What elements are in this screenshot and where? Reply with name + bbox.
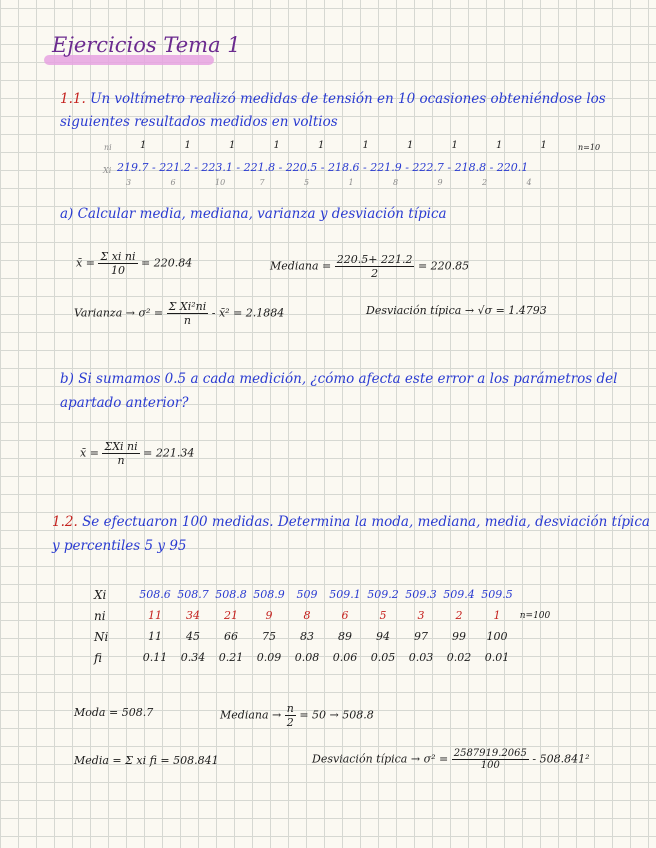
table-row xyxy=(94,605,554,626)
table-cell: 508.6 xyxy=(139,588,171,601)
n-total: n=10 xyxy=(578,143,601,152)
row-extra: n=100 xyxy=(519,610,551,621)
table-cell: 508.9 xyxy=(253,588,285,601)
part-b-statement-2: apartado anterior? xyxy=(60,395,189,411)
mediana-formula xyxy=(270,253,469,280)
ni-mark: 1 xyxy=(362,140,369,151)
b-media-numerator: ΣXi ni xyxy=(104,440,138,453)
table-cell: 45 xyxy=(186,630,200,643)
table-cell: 94 xyxy=(376,630,390,643)
exercise-1-2-statement-1: Se efectuaron 100 medidas. Determina la moda, mediana, media, desviación típica xyxy=(82,514,650,530)
mediana-denominator: 2 xyxy=(371,267,379,280)
ni-mark: 1 xyxy=(451,140,458,151)
order-mark: 7 xyxy=(259,178,265,187)
desviacion-12-formula xyxy=(312,748,590,771)
table-cell: 509.3 xyxy=(405,588,437,601)
moda-formula: Moda = 508.7 xyxy=(74,706,154,719)
ni-mark: 1 xyxy=(496,140,503,151)
desviacion-formula xyxy=(366,304,547,317)
varianza-label: Varianza → xyxy=(74,306,135,320)
table-cell: 509 xyxy=(296,588,318,601)
table-cell: 0.05 xyxy=(370,651,396,664)
table-cell: 6 xyxy=(341,609,349,622)
mediana-12-fraction xyxy=(285,702,296,729)
table-cell: 509.5 xyxy=(481,588,513,601)
row-header: Ni xyxy=(94,629,109,644)
part-b-statement-1: b) Si sumamos 0.5 a cada medición, ¿cómo afecta este error a los parámetros del xyxy=(60,371,618,387)
table-cell: 75 xyxy=(262,630,276,643)
varianza-lhs: σ² = xyxy=(138,306,164,320)
ni-label: ni xyxy=(104,143,112,152)
mediana-12-numerator: n xyxy=(286,702,294,715)
media-12-formula: Media = Σ xi fi = 508.841 xyxy=(74,754,219,767)
ni-mark: 1 xyxy=(540,140,547,151)
exercise-1-1-statement-2: siguientes resultados medidos en voltios xyxy=(60,114,338,130)
desviacion-12-fraction xyxy=(452,748,529,771)
ni-mark: 1 xyxy=(318,140,325,151)
mediana-fraction xyxy=(335,253,415,280)
table-cell: 9 xyxy=(265,609,273,622)
table-cell: 83 xyxy=(300,630,314,643)
mediana-12-formula xyxy=(220,702,374,729)
desviacion-12-numerator: 2587919.2065 xyxy=(453,748,527,759)
exercise-1-2-statement-2: y percentiles 5 y 95 xyxy=(52,538,187,554)
mediana-numerator: 220.5+ 221.2 xyxy=(336,253,413,266)
ni-mark: 1 xyxy=(273,140,280,151)
table-cell: 0.34 xyxy=(180,651,206,664)
varianza-denominator: n xyxy=(183,314,191,327)
mediana-12-value: = 50 → 508.8 xyxy=(299,708,374,722)
mediana-12-label: Mediana → xyxy=(220,708,282,722)
b-media-fraction xyxy=(102,440,139,467)
varianza-value: - x̄² = 2.1884 xyxy=(211,306,285,320)
table-cell: 34 xyxy=(186,609,200,622)
table-row xyxy=(94,584,554,605)
table-cell: 509.2 xyxy=(367,588,399,601)
table-cell: 508.7 xyxy=(177,588,209,601)
part-a-statement: a) Calcular media, mediana, varianza y desviación típica xyxy=(60,206,447,222)
varianza-fraction xyxy=(167,300,209,327)
desviacion-12-label: Desviación típica → xyxy=(312,752,421,766)
desviacion-12-denominator: 100 xyxy=(480,760,500,771)
order-mark: 5 xyxy=(304,178,310,187)
ni-mark: 1 xyxy=(229,140,236,151)
row-extra xyxy=(516,584,554,605)
table-cell: 21 xyxy=(224,609,238,622)
mediana-label: Mediana = xyxy=(270,259,332,273)
desviacion-label: Desviación típica → xyxy=(366,304,475,317)
order-mark: 2 xyxy=(482,178,488,187)
table-cell: 2 xyxy=(455,609,463,622)
desviacion-12-tail: - 508.841² xyxy=(532,752,590,766)
b-media-denominator: n xyxy=(117,454,125,467)
order-mark: 4 xyxy=(526,178,532,187)
table-cell: 3 xyxy=(417,609,425,622)
varianza-numerator: Σ Xi²ni xyxy=(168,300,207,313)
exercise-1-2-line1 xyxy=(52,514,650,530)
exercise-1-1-statement-1: Un voltímetro realizó medidas de tensión en 10 ocasiones obteniéndose los xyxy=(90,91,606,107)
table-cell: 100 xyxy=(486,630,508,643)
b-media-lhs: x̄ = xyxy=(80,446,99,460)
table-cell: 509.1 xyxy=(329,588,361,601)
ni-mark: 1 xyxy=(407,140,414,151)
row-header: fi xyxy=(94,650,103,665)
media-denominator: 10 xyxy=(110,264,125,277)
page-title: Ejercicios Tema 1 xyxy=(52,33,241,57)
table-cell: 8 xyxy=(303,609,311,622)
table-cell: 0.09 xyxy=(256,651,282,664)
media-numerator: Σ xi ni xyxy=(100,250,136,263)
table-cell: 11 xyxy=(148,609,162,622)
row-extra xyxy=(516,626,554,647)
xi-label: Xi xyxy=(103,166,112,175)
table-cell: 99 xyxy=(452,630,466,643)
ni-mark: 1 xyxy=(140,140,147,151)
b-media-formula xyxy=(80,440,194,467)
exercise-1-1-line1 xyxy=(60,91,606,107)
order-mark: 3 xyxy=(126,178,132,187)
xi-values-line: 219.7 - 221.2 - 223.1 - 221.8 - 220.5 - 218.6 - 221.9 - 222.7 - 218.8 - 220.1 xyxy=(117,161,529,174)
media-lhs: x̄ = xyxy=(76,256,95,270)
table-cell: 0.02 xyxy=(446,651,472,664)
order-mark: 6 xyxy=(170,178,176,187)
order-mark: 1 xyxy=(348,178,354,187)
order-mark: 10 xyxy=(215,178,226,187)
table-cell: 66 xyxy=(224,630,238,643)
ni-mark: 1 xyxy=(184,140,191,151)
table-row xyxy=(94,626,554,647)
exercise-1-1-label: 1.1. xyxy=(60,91,86,107)
table-cell: 508.8 xyxy=(215,588,247,601)
media-value: = 220.84 xyxy=(141,256,193,270)
mediana-12-denominator: 2 xyxy=(286,716,294,729)
table-cell: 97 xyxy=(414,630,428,643)
frequency-table xyxy=(94,584,554,668)
table-cell: 0.06 xyxy=(332,651,358,664)
row-header: Xi xyxy=(94,587,107,602)
table-cell: 5 xyxy=(379,609,387,622)
order-mark: 9 xyxy=(437,178,443,187)
table-cell: 0.21 xyxy=(218,651,244,664)
table-cell: 1 xyxy=(493,609,501,622)
order-mark: 8 xyxy=(393,178,399,187)
table-cell: 0.01 xyxy=(484,651,510,664)
table-cell: 0.03 xyxy=(408,651,434,664)
media-formula xyxy=(76,250,192,277)
table-cell: 509.4 xyxy=(443,588,475,601)
media-fraction xyxy=(98,250,137,277)
table-cell: 0.11 xyxy=(142,651,168,664)
desviacion-value: √σ = 1.4793 xyxy=(477,304,547,317)
table-row xyxy=(94,647,554,668)
mediana-value: = 220.85 xyxy=(417,259,470,273)
exercise-1-2-label: 1.2. xyxy=(52,514,78,530)
desviacion-12-lhs: σ² = xyxy=(423,752,449,766)
b-media-value: = 221.34 xyxy=(143,446,195,460)
varianza-formula xyxy=(74,300,284,327)
table-cell: 0.08 xyxy=(294,651,320,664)
table-cell: 89 xyxy=(338,630,352,643)
row-extra xyxy=(516,647,554,668)
row-header: ni xyxy=(94,608,106,623)
table-cell: 11 xyxy=(148,630,162,643)
